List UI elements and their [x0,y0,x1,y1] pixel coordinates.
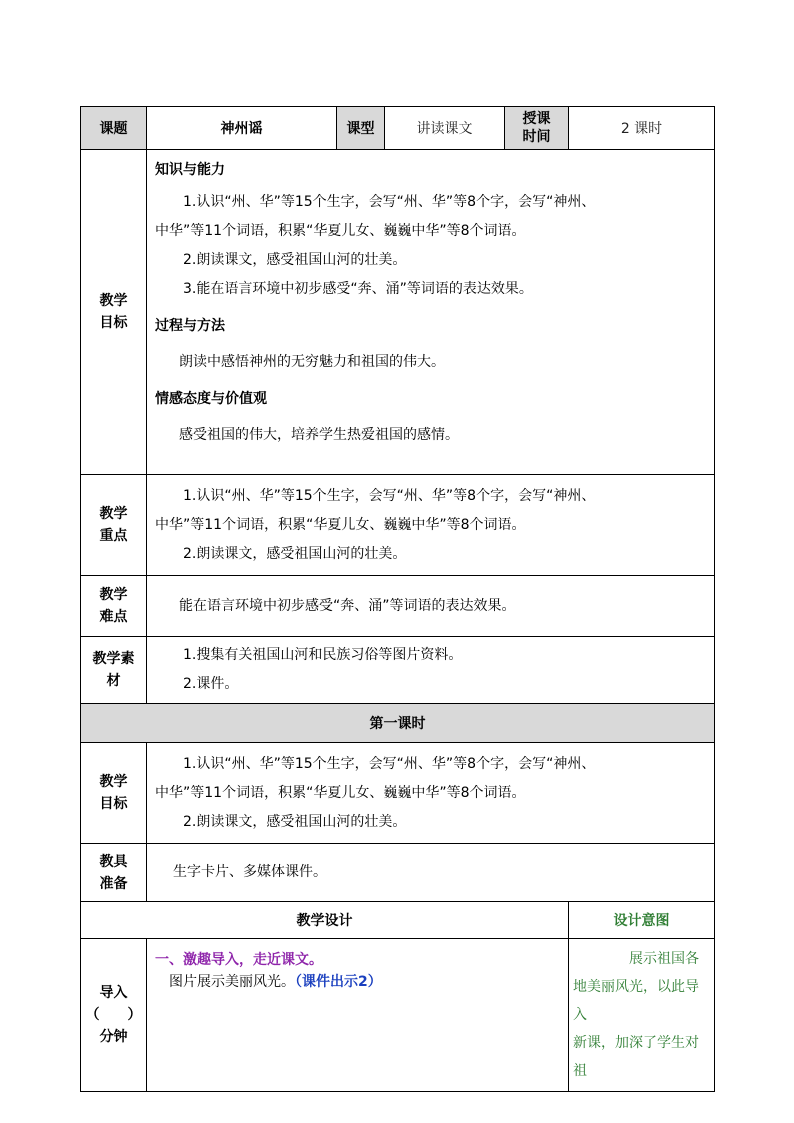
objective-item-2: 2.朗读课文，感受祖国山河的壮美。 [183,252,407,268]
lesson-plan-table [80,106,715,1092]
tools-label-line1: 教具 [99,853,128,870]
key-points-label [81,475,147,576]
objective-item-3: 3.能在语言环境中初步感受“奔、涌”等词语的表达效果。 [183,281,533,297]
difficulties-label [81,576,147,637]
key-point-line1: 1.认识“州、华”等15个生字，会写“州、华”等8个字，会写“神州、 [183,487,596,504]
difficulties-row [81,576,715,637]
time-label [505,107,569,150]
first-period-title: 第一课时 [81,704,715,743]
lesson-time: 2 课时 [569,107,715,150]
tools-row [81,844,715,902]
objective-item-1-line2: 中华”等11个词语，积累“华夏儿女、巍巍中华”等8个词语。 [155,223,526,239]
key-point-line3: 2.朗读课文，感受祖国山河的壮美。 [183,545,407,562]
intro-label-line3: 分钟 [99,1029,128,1045]
intent-line1: 展示祖国各 [629,951,699,967]
intent-line3: 新课，加深了学生对祖 [573,1035,699,1079]
intent-line2: 地美丽风光，以此导入 [573,979,699,1023]
period-objective-line1: 1.认识“州、华”等15个生字，会写“州、华”等8个字，会写“神州、 [183,755,596,772]
objectives-label-line2: 目标 [99,315,128,331]
intro-label-line1: 导入 [99,985,128,1001]
time-label-line1: 授课 [522,111,551,127]
materials-line2: 2.课件。 [183,676,239,692]
key-points-label-line2: 重点 [99,528,128,544]
period-objective-line3: 2.朗读课文，感受祖国山河的壮美。 [183,813,407,830]
intro-label [81,939,147,1092]
key-points-row [81,475,715,576]
intro-heading: 一、激趣导入，走近课文。 [155,952,323,968]
key-points-label-line1: 教学 [99,506,128,522]
materials-label-line2: 材 [106,673,121,689]
period-objective-line2: 中华”等11个词语，积累“华夏儿女、巍巍中华”等8个词语。 [155,784,526,801]
intent-column-title: 设计意图 [569,902,715,939]
lesson-type: 讲读课文 [385,107,505,150]
intro-intent [569,939,715,1092]
objectives-label [81,150,147,475]
title-label: 课题 [81,107,147,150]
intro-text-line [155,971,560,993]
process-text: 朗读中感悟神州的无穷魅力和祖国的伟大。 [179,354,445,370]
intro-row [81,939,715,1092]
design-column-title: 教学设计 [81,902,569,939]
period-objectives-label-line1: 教学 [99,774,128,790]
tools-label-line2: 准备 [99,875,128,892]
tools-label [81,844,147,902]
knowledge-heading: 知识与能力 [155,162,225,178]
emotion-heading: 情感态度与价值观 [155,391,267,407]
emotion-text: 感受祖国的伟大，培养学生热爱祖国的感情。 [179,427,459,443]
objectives-label-line1: 教学 [99,293,128,309]
intro-text: 图片展示美丽风光。 [169,974,295,990]
design-header-row [81,902,715,939]
intro-label-line2: （ ） [85,1007,142,1023]
process-heading: 过程与方法 [155,318,225,334]
key-point-line2: 中华”等11个词语，积累“华夏儿女、巍巍中华”等8个词语。 [155,516,526,533]
key-points-content [147,475,715,576]
period-objectives-label [81,743,147,844]
objectives-content [147,150,715,475]
difficulties-text: 能在语言环境中初步感受“奔、涌”等词语的表达效果。 [179,597,516,614]
tools-text: 生字卡片、多媒体课件。 [173,864,327,880]
type-label: 课型 [337,107,385,150]
period-objectives-row [81,743,715,844]
objective-item-1-line1: 1.认识“州、华”等15个生字，会写“州、华”等8个字，会写“神州、 [183,194,596,210]
courseware-note: （课件出示2） [295,974,382,990]
header-row [81,107,715,150]
difficulties-label-line2: 难点 [99,609,128,625]
lesson-title: 神州谣 [147,107,337,150]
tools-content [147,844,715,902]
objectives-row [81,150,715,475]
materials-content [147,637,715,704]
materials-line1: 1.搜集有关祖国山河和民族习俗等图片资料。 [183,647,463,663]
materials-label-line1: 教学素 [92,651,135,667]
first-period-row [81,704,715,743]
time-label-line2: 时间 [522,129,551,145]
materials-row [81,637,715,704]
materials-label [81,637,147,704]
difficulties-label-line1: 教学 [99,587,128,603]
difficulties-content [147,576,715,637]
period-objectives-content [147,743,715,844]
intro-content [147,939,569,1092]
period-objectives-label-line2: 目标 [99,796,128,812]
